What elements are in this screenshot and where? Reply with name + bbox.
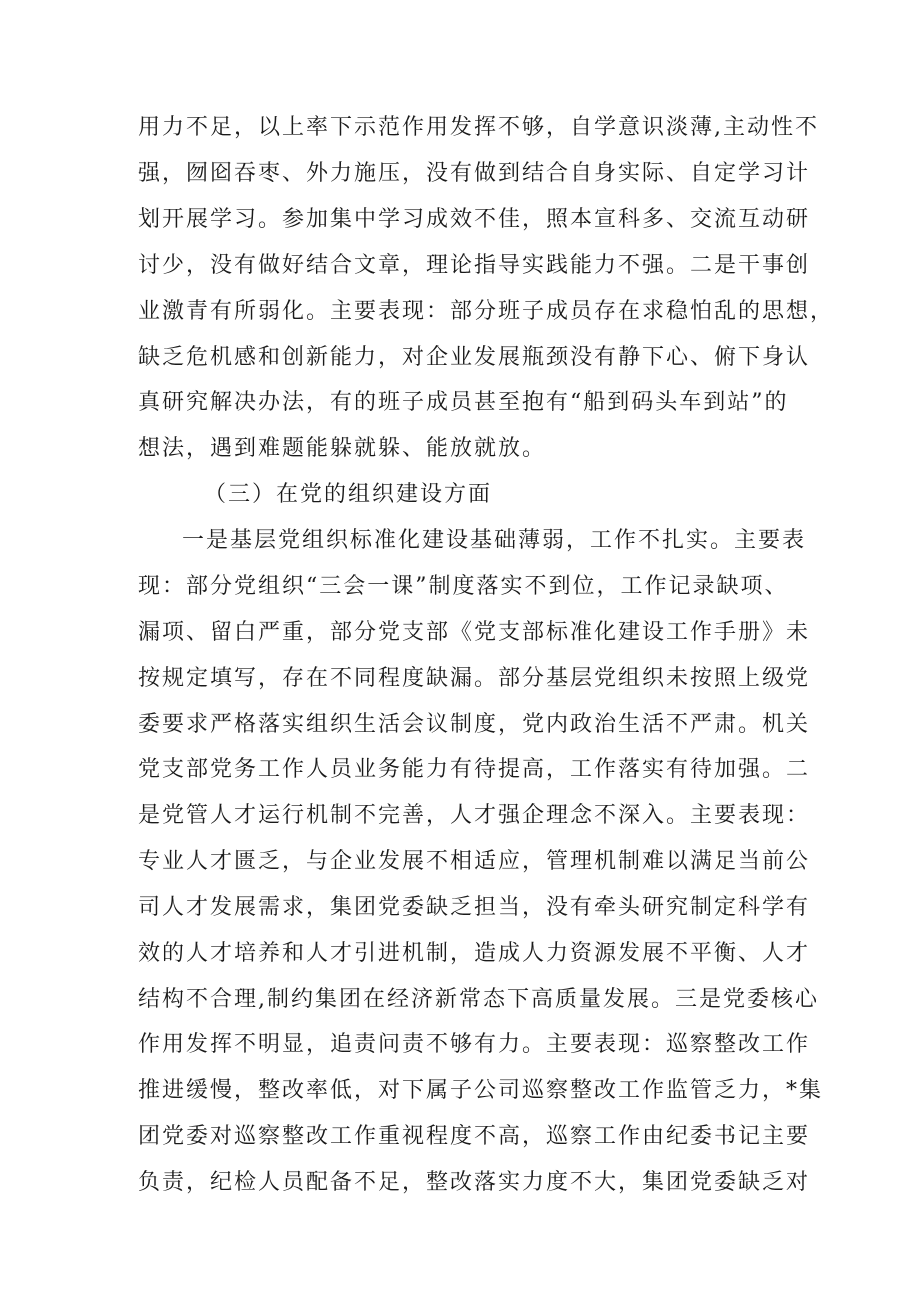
paragraph-line: 是党管人才运行机制不完善，人才强企理念不深入。主要表现： xyxy=(138,803,811,828)
paragraph-line: 真研究解决办法，有的班子成员甚至抱有“船到码头车到站”的 xyxy=(138,390,789,415)
paragraph-line: 司人才发展需求，集团党委缺乏担当，没有牵头研究制定科学有 xyxy=(138,895,811,920)
paragraph-line: 效的人才培养和人才引进机制，造成人力资源发展不平衡、人才 xyxy=(138,941,811,966)
paragraph-line: 专业人才匮乏，与企业发展不相适应，管理机制难以满足当前公 xyxy=(138,849,811,874)
paragraph-line: 用力不足，以上率下示范作用发挥不够，自学意识淡薄,主动性不 xyxy=(138,115,819,140)
paragraph-line: 委要求严格落实组织生活会议制度，党内政治生活不严肃。机关 xyxy=(138,712,811,737)
section-heading: （三）在党的组织建设方面 xyxy=(204,482,493,507)
paragraph-line: 推进缓慢，整改率低，对下属子公司巡察整改工作监管乏力，*集 xyxy=(138,1078,824,1103)
paragraph-line: 想法，遇到难题能躲就躲、能放就放。 xyxy=(138,436,547,461)
paragraph-line: 党支部党务工作人员业务能力有待提高，工作落实有待加强。二 xyxy=(138,757,811,782)
paragraph-line: 划开展学习。参加集中学习成效不佳，照本宣科多、交流互动研 xyxy=(138,207,811,232)
paragraph-line: 按规定填写，存在不同程度缺漏。部分基层党组织未按照上级党 xyxy=(138,666,811,691)
paragraph-line: 负责，纪检人员配备不足，整改落实力度不大，集团党委缺乏对 xyxy=(138,1170,811,1195)
paragraph-line: 一是基层党组织标准化建设基础薄弱，工作不扎实。主要表 xyxy=(182,528,807,553)
paragraph-line: 团党委对巡察整改工作重视程度不高，巡察工作由纪委书记主要 xyxy=(138,1124,811,1149)
paragraph-line: 现：部分党组织“三会一课”制度落实不到位，工作记录缺项、 xyxy=(138,574,789,599)
paragraph-line: 缺乏危机感和创新能力，对企业发展瓶颈没有静下心、俯下身认 xyxy=(138,345,811,370)
paragraph-line: 强，囫囵吞枣、外力施压，没有做到结合自身实际、自定学习计 xyxy=(138,161,811,186)
paragraph-line: 业激青有所弱化。主要表现：部分班子成员存在求稳怕乱的思想， xyxy=(138,299,835,324)
paragraph-line: 作用发挥不明显，追责问责不够有力。主要表现：巡察整改工作 xyxy=(138,1032,811,1057)
paragraph-line: 漏项、留白严重，部分党支部《党支部标准化建设工作手册》未 xyxy=(138,620,811,645)
paragraph-line: 讨少，没有做好结合文章，理论指导实践能力不强。二是干事创 xyxy=(138,253,811,278)
paragraph-line: 结构不合理,制约集团在经济新常态下高质量发展。三是党委核心 xyxy=(138,987,819,1012)
